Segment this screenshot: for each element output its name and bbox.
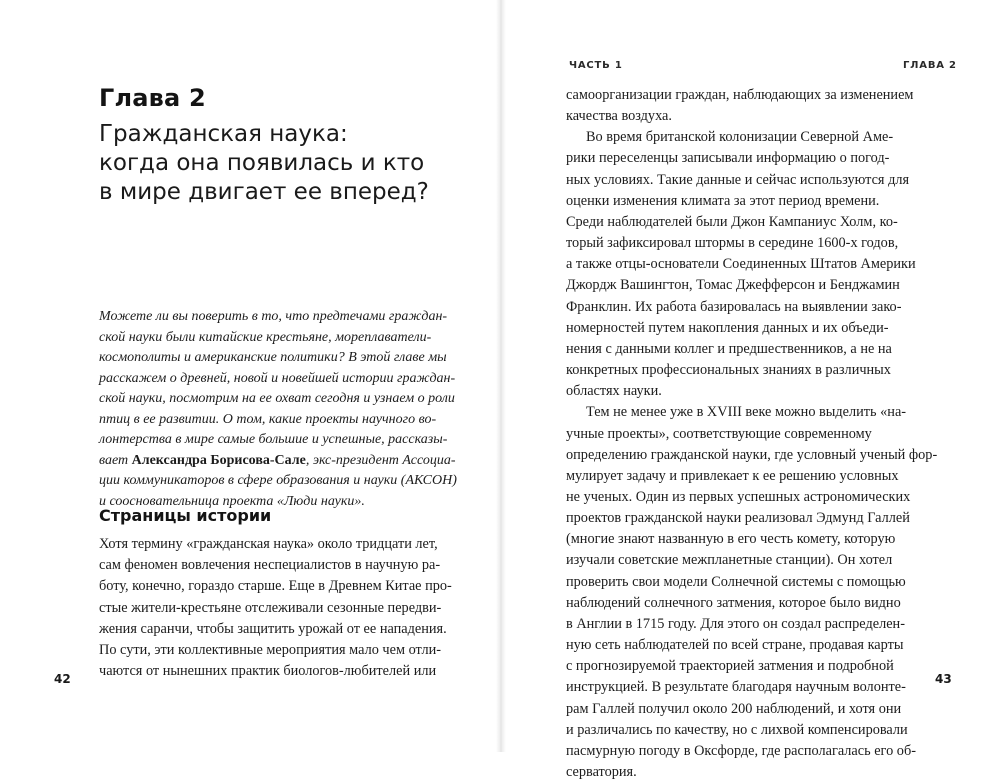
left-page <box>0 0 500 752</box>
body-line: стые жители-крестьяне отслеживали сезонные передви- <box>99 599 442 616</box>
running-head-part: ЧАСТЬ 1 <box>569 60 623 71</box>
body-line: сам феномен вовлечения неспециалистов в научную ра- <box>99 557 441 574</box>
body-line: не ученых. Один из первых успешных астрономических <box>566 488 911 505</box>
page-number-left: 42 <box>54 672 71 686</box>
body-line: Среди наблюдателей были Джон Кампаниус Холм, ко- <box>566 213 898 230</box>
body-line: изучали советские межпланетные станции). Он хотел <box>566 552 893 569</box>
body-line: проверить свои модели Солнечной системы с помощью <box>566 573 906 590</box>
body-line: Хотя термину «гражданская наука» около тридцати лет, <box>99 536 438 552</box>
body-line: пасмурную погоду в Оксфорде, где располагалась его об- <box>566 742 916 759</box>
body-line: самоорганизации граждан, наблюдающих за изменением <box>566 87 914 103</box>
right-page <box>501 0 1001 780</box>
left-body-text <box>99 534 452 682</box>
body-line: проектов гражданской науки реализовал Эдмунд Галлей <box>566 510 910 527</box>
chapter-title-line: в мире двигает ее вперед? <box>99 179 429 205</box>
body-line: нения с данными коллег и предшественников, а не на <box>566 340 892 357</box>
intro-line: ской науки были китайские крестьяне, мореплаватели- <box>99 329 432 345</box>
right-body-text <box>566 85 938 783</box>
body-line: а также отцы-основатели Соединенных Штатов Америки <box>566 256 916 273</box>
body-line: По сути, эти коллективные мероприятия мало чем отли- <box>99 642 441 659</box>
body-line: конкретных профессиональных знаниях в различных <box>566 362 891 379</box>
intro-line-prefix: вает <box>99 452 132 468</box>
intro-line-author <box>99 451 456 472</box>
body-line: с прогнозируемой траекторией затмения и подробной <box>566 658 894 675</box>
body-line: рам Галлей получил около 200 наблюдений, и хотя они <box>566 700 902 717</box>
intro-author-name: Александра Борисова-Сале <box>131 452 306 468</box>
body-line: серватория. <box>566 764 637 780</box>
page-number-right: 43 <box>935 672 952 686</box>
body-line: жения саранчи, чтобы защитить урожай от ее нападения. <box>99 620 447 637</box>
body-line: боту, конечно, гораздо старше. Еще в Древнем Китае про- <box>99 578 452 595</box>
body-line: чаются от нынешних практик биологов-любителей или <box>99 663 437 680</box>
intro-line: расскажем о древней, новой и новейшей истории граждан- <box>99 370 456 386</box>
intro-line: Можете ли вы поверить в то, что предтечами граждан- <box>99 309 448 324</box>
chapter-intro <box>99 307 457 512</box>
section-heading: Страницы истории <box>99 506 272 525</box>
body-line: в Англии в 1715 году. Для этого он создал распределен- <box>566 615 905 632</box>
chapter-title <box>99 120 439 207</box>
body-line: номерностей путем накопления данных и их объеди- <box>566 319 889 336</box>
chapter-title-line: когда она появилась и кто <box>99 150 425 176</box>
intro-line: ции коммуникаторов в сфере образования и науки (АКСОН) <box>99 473 457 488</box>
running-head-chapter: ГЛАВА 2 <box>903 60 957 71</box>
body-line: мулирует задачу и привлекает к ее решению условных <box>566 467 899 484</box>
intro-line: и соосновательница проекта «Люди науки». <box>99 493 365 509</box>
body-line: оценки изменения климата за этот период времени. <box>566 192 880 209</box>
body-line: Джордж Вашингтон, Томас Джефферсон и Бенджамин <box>566 277 900 294</box>
body-line: ных условиях. Такие данные и сейчас используются для <box>566 171 910 188</box>
body-line: наблюдений солнечного затмения, которое было видно <box>566 594 901 611</box>
body-line: Тем не менее уже в XVIII веке можно выделить «на- <box>586 404 907 421</box>
body-line: ную сеть наблюдателей по всей стране, продавая карты <box>566 637 904 654</box>
body-line: Франклин. Их работа базировалась на выявлении зако- <box>566 298 902 315</box>
intro-line: лонтерства в мире самые большие и успешные, рассказы- <box>99 432 448 447</box>
intro-line: птиц в ее развитии. О том, какие проекты научного во- <box>99 411 437 427</box>
chapter-title-line: Гражданская наука: <box>99 121 348 147</box>
body-line: (многие знают названную в его честь комету, которую <box>566 531 896 548</box>
body-line: и различались по качеству, но с лихвой компенсировали <box>566 721 908 738</box>
intro-line: космополиты и американские политики? В этой главе мы <box>99 350 447 365</box>
body-line: инструкцией. В результате благодаря научным волонте- <box>566 679 906 696</box>
intro-line: ской науки, посмотрим на ее охват сегодня и узнаем о роли <box>99 391 455 406</box>
body-line: торый зафиксировал штормы в середине 1600-х годов, <box>566 235 899 252</box>
body-line: областях науки. <box>566 383 662 400</box>
body-line: определению гражданской науки, где условный ученый фор- <box>566 446 938 463</box>
body-line: качества воздуха. <box>566 108 672 125</box>
body-line: учные проекты», соответствующие современному <box>566 425 872 442</box>
chapter-label: Глава 2 <box>99 84 206 112</box>
body-line: Во время британской колонизации Северной Аме- <box>586 129 894 146</box>
intro-line-suffix: , экс-президент Ассоциа- <box>305 452 456 468</box>
body-line: рики переселенцы записывали информацию о погод- <box>566 150 890 167</box>
